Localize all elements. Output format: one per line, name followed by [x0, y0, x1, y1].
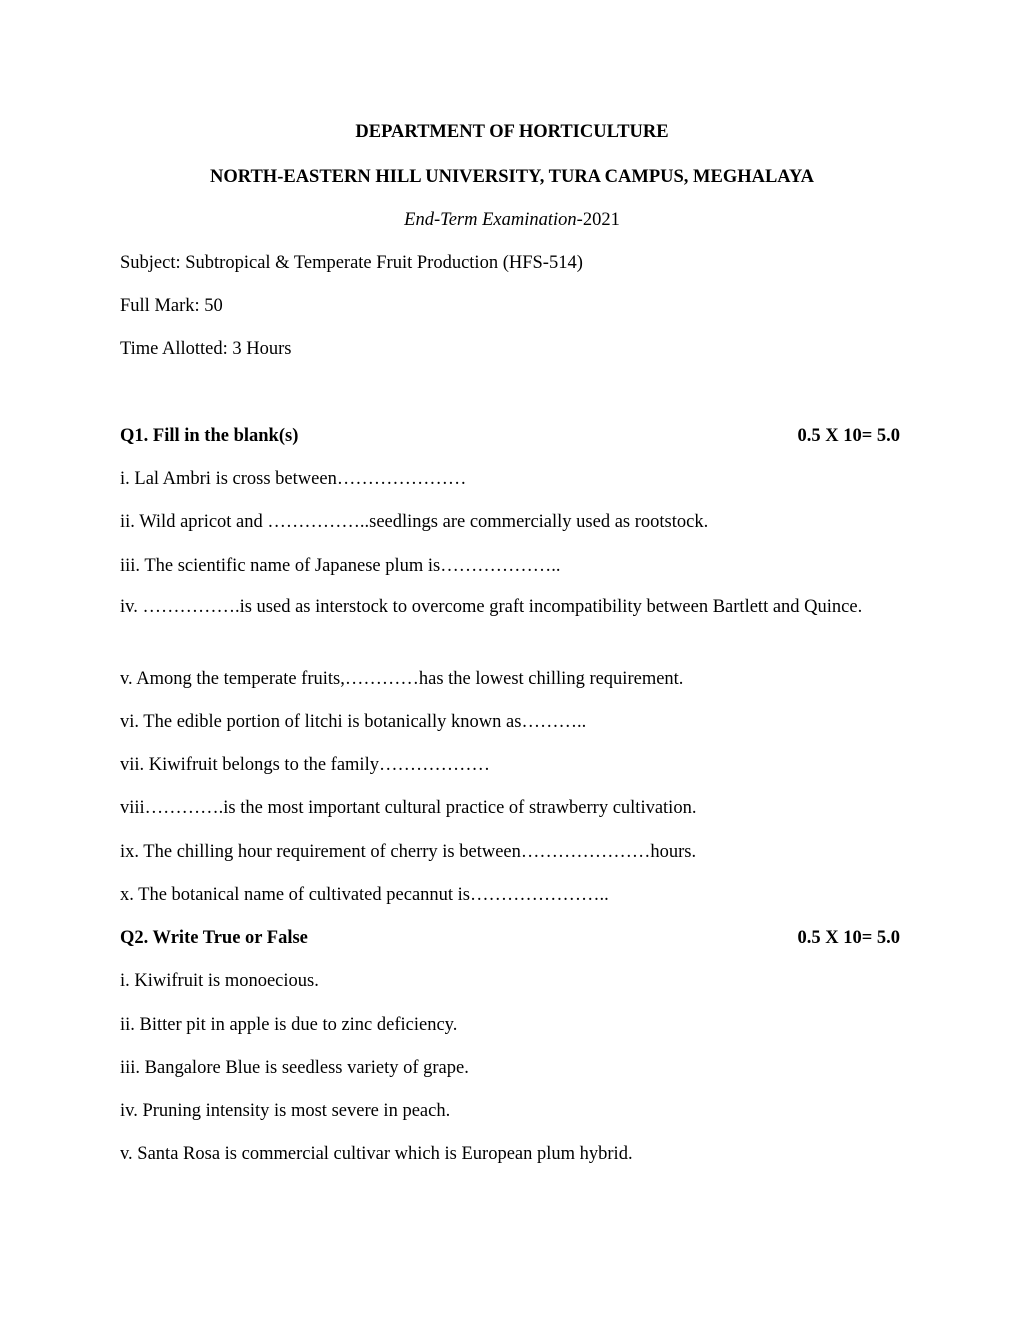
- q2-item: iv. Pruning intensity is most severe in peach.: [120, 1101, 451, 1121]
- q1-item: vi. The edible portion of litchi is botanically known as………..: [120, 712, 587, 732]
- q2-item: i. Kiwifruit is monoecious.: [120, 971, 319, 991]
- q2-marks: 0.5 X 10= 5.0: [797, 928, 900, 948]
- q1-item: i. Lal Ambri is cross between…………………: [120, 469, 467, 489]
- exam-year: 2021: [582, 210, 620, 230]
- q2-title: Q2. Write True or False: [120, 928, 308, 948]
- q1-item: viii………….is the most important cultural practice of strawberry cultivation.: [120, 798, 697, 818]
- q1-item: ii. Wild apricot and ……………..seedlings are commercially used as rootstock.: [120, 512, 709, 532]
- q1-item: v. Among the temperate fruits,…………has the lowest chilling requirement.: [120, 669, 684, 689]
- q1-marks: 0.5 X 10= 5.0: [797, 426, 900, 446]
- q1-title: Q1. Fill in the blank(s): [120, 426, 299, 446]
- q2-item: ii. Bitter pit in apple is due to zinc deficiency.: [120, 1015, 458, 1035]
- q1-item: iii. The scientific name of Japanese plum is………………..: [120, 556, 561, 576]
- q1-item: iv. …………….is used as interstock to overcome graft incompatibility between Bartlett and Quince.: [120, 597, 863, 617]
- subject-line: Subject: Subtropical & Temperate Fruit Production (HFS-514): [120, 253, 583, 273]
- university-heading: NORTH-EASTERN HILL UNIVERSITY, TURA CAMPUS, MEGHALAYA: [210, 167, 814, 187]
- exam-title: [0, 209, 1024, 231]
- q1-item: ix. The chilling hour requirement of cherry is between…………………hours.: [120, 842, 697, 862]
- exam-title-italic: End-Term Examination-: [404, 210, 583, 230]
- q1-item: x. The botanical name of cultivated pecannut is…………………..: [120, 885, 609, 905]
- q1-item: vii. Kiwifruit belongs to the family………………: [120, 755, 490, 775]
- department-heading: DEPARTMENT OF HORTICULTURE: [355, 122, 669, 142]
- time-allotted-line: Time Allotted: 3 Hours: [120, 339, 292, 359]
- q2-item: v. Santa Rosa is commercial cultivar which is European plum hybrid.: [120, 1144, 633, 1164]
- q2-item: iii. Bangalore Blue is seedless variety of grape.: [120, 1058, 469, 1078]
- full-mark-line: Full Mark: 50: [120, 296, 223, 316]
